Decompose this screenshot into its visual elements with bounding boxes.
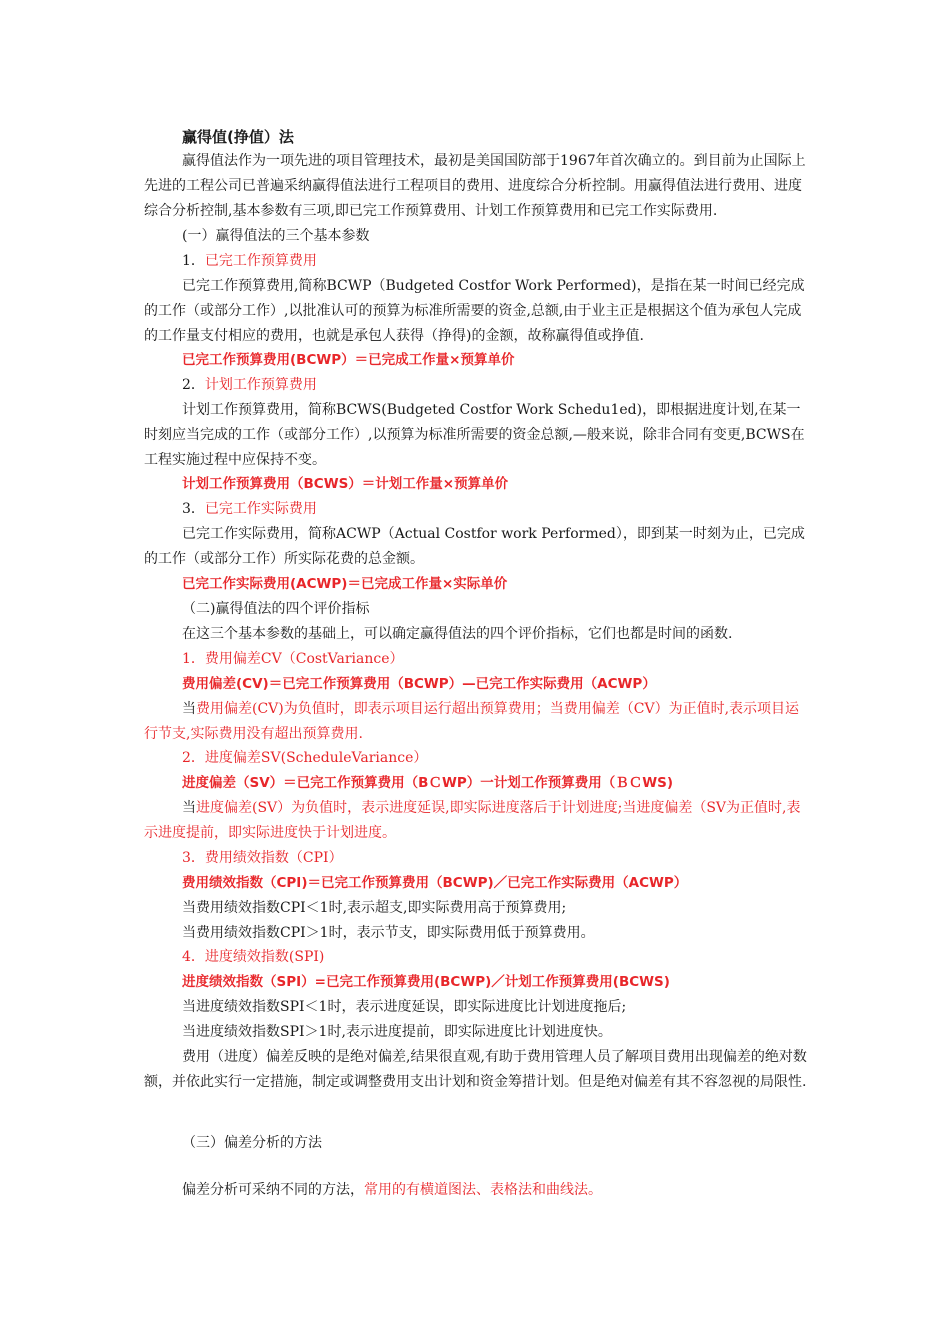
section-heading-1: (一）赢得值法的三个基本参数 (182, 228, 370, 244)
param2-heading: 2．计划工作预算费用 (182, 377, 317, 393)
param3-description: 已完工作实际费用，简称ACWP（Actual Costfor work Performed），即到某一时刻为止，已完成的工作（或部分工作）所实际花费的总金额。 (144, 526, 805, 567)
indicator2-description: 当进度偏差(SV）为负值时，表示进度延误,即实际进度落后于计划进度;当进度偏差（SV为正值时,表示进度提前，即实际进度快于计划进度。 (144, 800, 801, 841)
indicator3-formula: 费用绩效指数（CPI)＝已完工作预算费用（BCWP)／已完工作实际费用（ACWP） (182, 875, 688, 891)
indicator4-line2: 当进度绩效指数SPI＞1时,表示进度提前，即实际进度比计划进度快。 (182, 1024, 612, 1040)
section3-description: 偏差分析可采纳不同的方法，常用的有横道图法、表格法和曲线法。 (182, 1182, 602, 1198)
param1-description: 已完工作预算费用,简称BCWP（Budgeted Costfor Work Performed)，是指在某一时间已经完成的工作（或部分工作）,以批准认可的预算为标准所需要的资金,总额,由于业主正是根据这个值为承包人完成的工作量支付相应的费用，也就是承包人获得（挣得)的金额，故称赢得值或挣值. (144, 278, 805, 344)
section-heading-2: （二)赢得值法的四个评价指标 (182, 601, 370, 617)
page-title: 赢得值(挣值）法 (182, 128, 294, 146)
param3-name: 已完工作实际费用 (204, 501, 317, 517)
indicator2-formula: 进度偏差（SV）＝已完工作预算费用（BＣWP）一计划工作预算费用（ＢＣWS) (182, 775, 674, 791)
indicator1-heading: 1．费用偏差CV（CostVariance） (182, 651, 404, 667)
param1-formula: 已完工作预算费用(BCWP）＝已完成工作量×预算单价 (182, 352, 515, 368)
param1-heading: 1．已完工作预算费用 (182, 253, 317, 269)
param2-description: 计划工作预算费用，简称BCWS(Budgeted Costfor Work Schedu1ed)，即根据进度计划,在某一时刻应当完成的工作（或部分工作）,以预算为标准所需要的资金总额,—般来说，除非合同有变更,BCWS在工程实施过程中应保持不变。 (144, 402, 805, 468)
indicator3-heading: 3．费用绩效指数（CPI） (182, 850, 343, 866)
param3-formula: 已完工作实际费用(ACWP)＝已完成工作量×实际单价 (182, 576, 508, 592)
indicator1-formula: 费用偏差(CV)＝已完工作预算费用（BCWP）—已完工作实际费用（ACWP） (182, 676, 656, 692)
indicator2-heading: 2．进度偏差SV(ScheduleVariance） (182, 750, 428, 766)
indicator3-line2: 当费用绩效指数CPI＞1时，表示节支，即实际费用低于预算费用。 (182, 925, 595, 941)
intro-paragraph: 赢得值法作为一项先进的项目管理技术，最初是美国国防部于1967年首次确立的。到目前为止国际上先进的工程公司已普遍采纳赢得值法进行工程项目的费用、进度综合分析控制。用赢得值法进行费用、进度综合分析控制,基本参数有三项,即已完工作预算费用、计划工作预算费用和已完工作实际费用. (144, 153, 806, 219)
indicator3-line1: 当费用绩效指数CPI＜1时,表示超支,即实际费用高于预算费用; (182, 900, 567, 916)
indicator4-formula: 进度绩效指数（SPI）=已完工作预算费用(BCWP)／计划工作预算费用(BCWS) (182, 974, 670, 990)
param2-formula: 计划工作预算费用（BCWS）＝计划工作量×预算单价 (182, 476, 509, 492)
indicator1-description: 当费用偏差(CV)为负值时，即表示项目运行超出预算费用；当费用偏差（CV）为正值时,表示项目运行节支,实际费用没有超出预算费用. (144, 701, 800, 742)
param3-heading: 3．已完工作实际费用 (182, 501, 317, 517)
section-heading-3: （三）偏差分析的方法 (182, 1135, 322, 1151)
param1-name: 已完工作预算费用 (204, 253, 317, 269)
indicator4-heading: 4．进度绩效指数(SPI) (182, 949, 325, 965)
summary-paragraph: 费用（进度）偏差反映的是绝对偏差,结果很直观,有助于费用管理人员了解项目费用出现偏差的绝对数额，并依此实行一定措施，制定或调整费用支出计划和资金筹措计划。但是绝对偏差有其不容忽视的局限性. (144, 1049, 807, 1090)
param2-name: 计划工作预算费用 (204, 377, 317, 393)
section2-description: 在这三个基本参数的基础上，可以确定赢得值法的四个评价指标，它们也都是时间的函数. (182, 626, 733, 642)
indicator4-line1: 当进度绩效指数SPI＜1时，表示进度延误，即实际进度比计划进度拖后; (182, 999, 627, 1015)
